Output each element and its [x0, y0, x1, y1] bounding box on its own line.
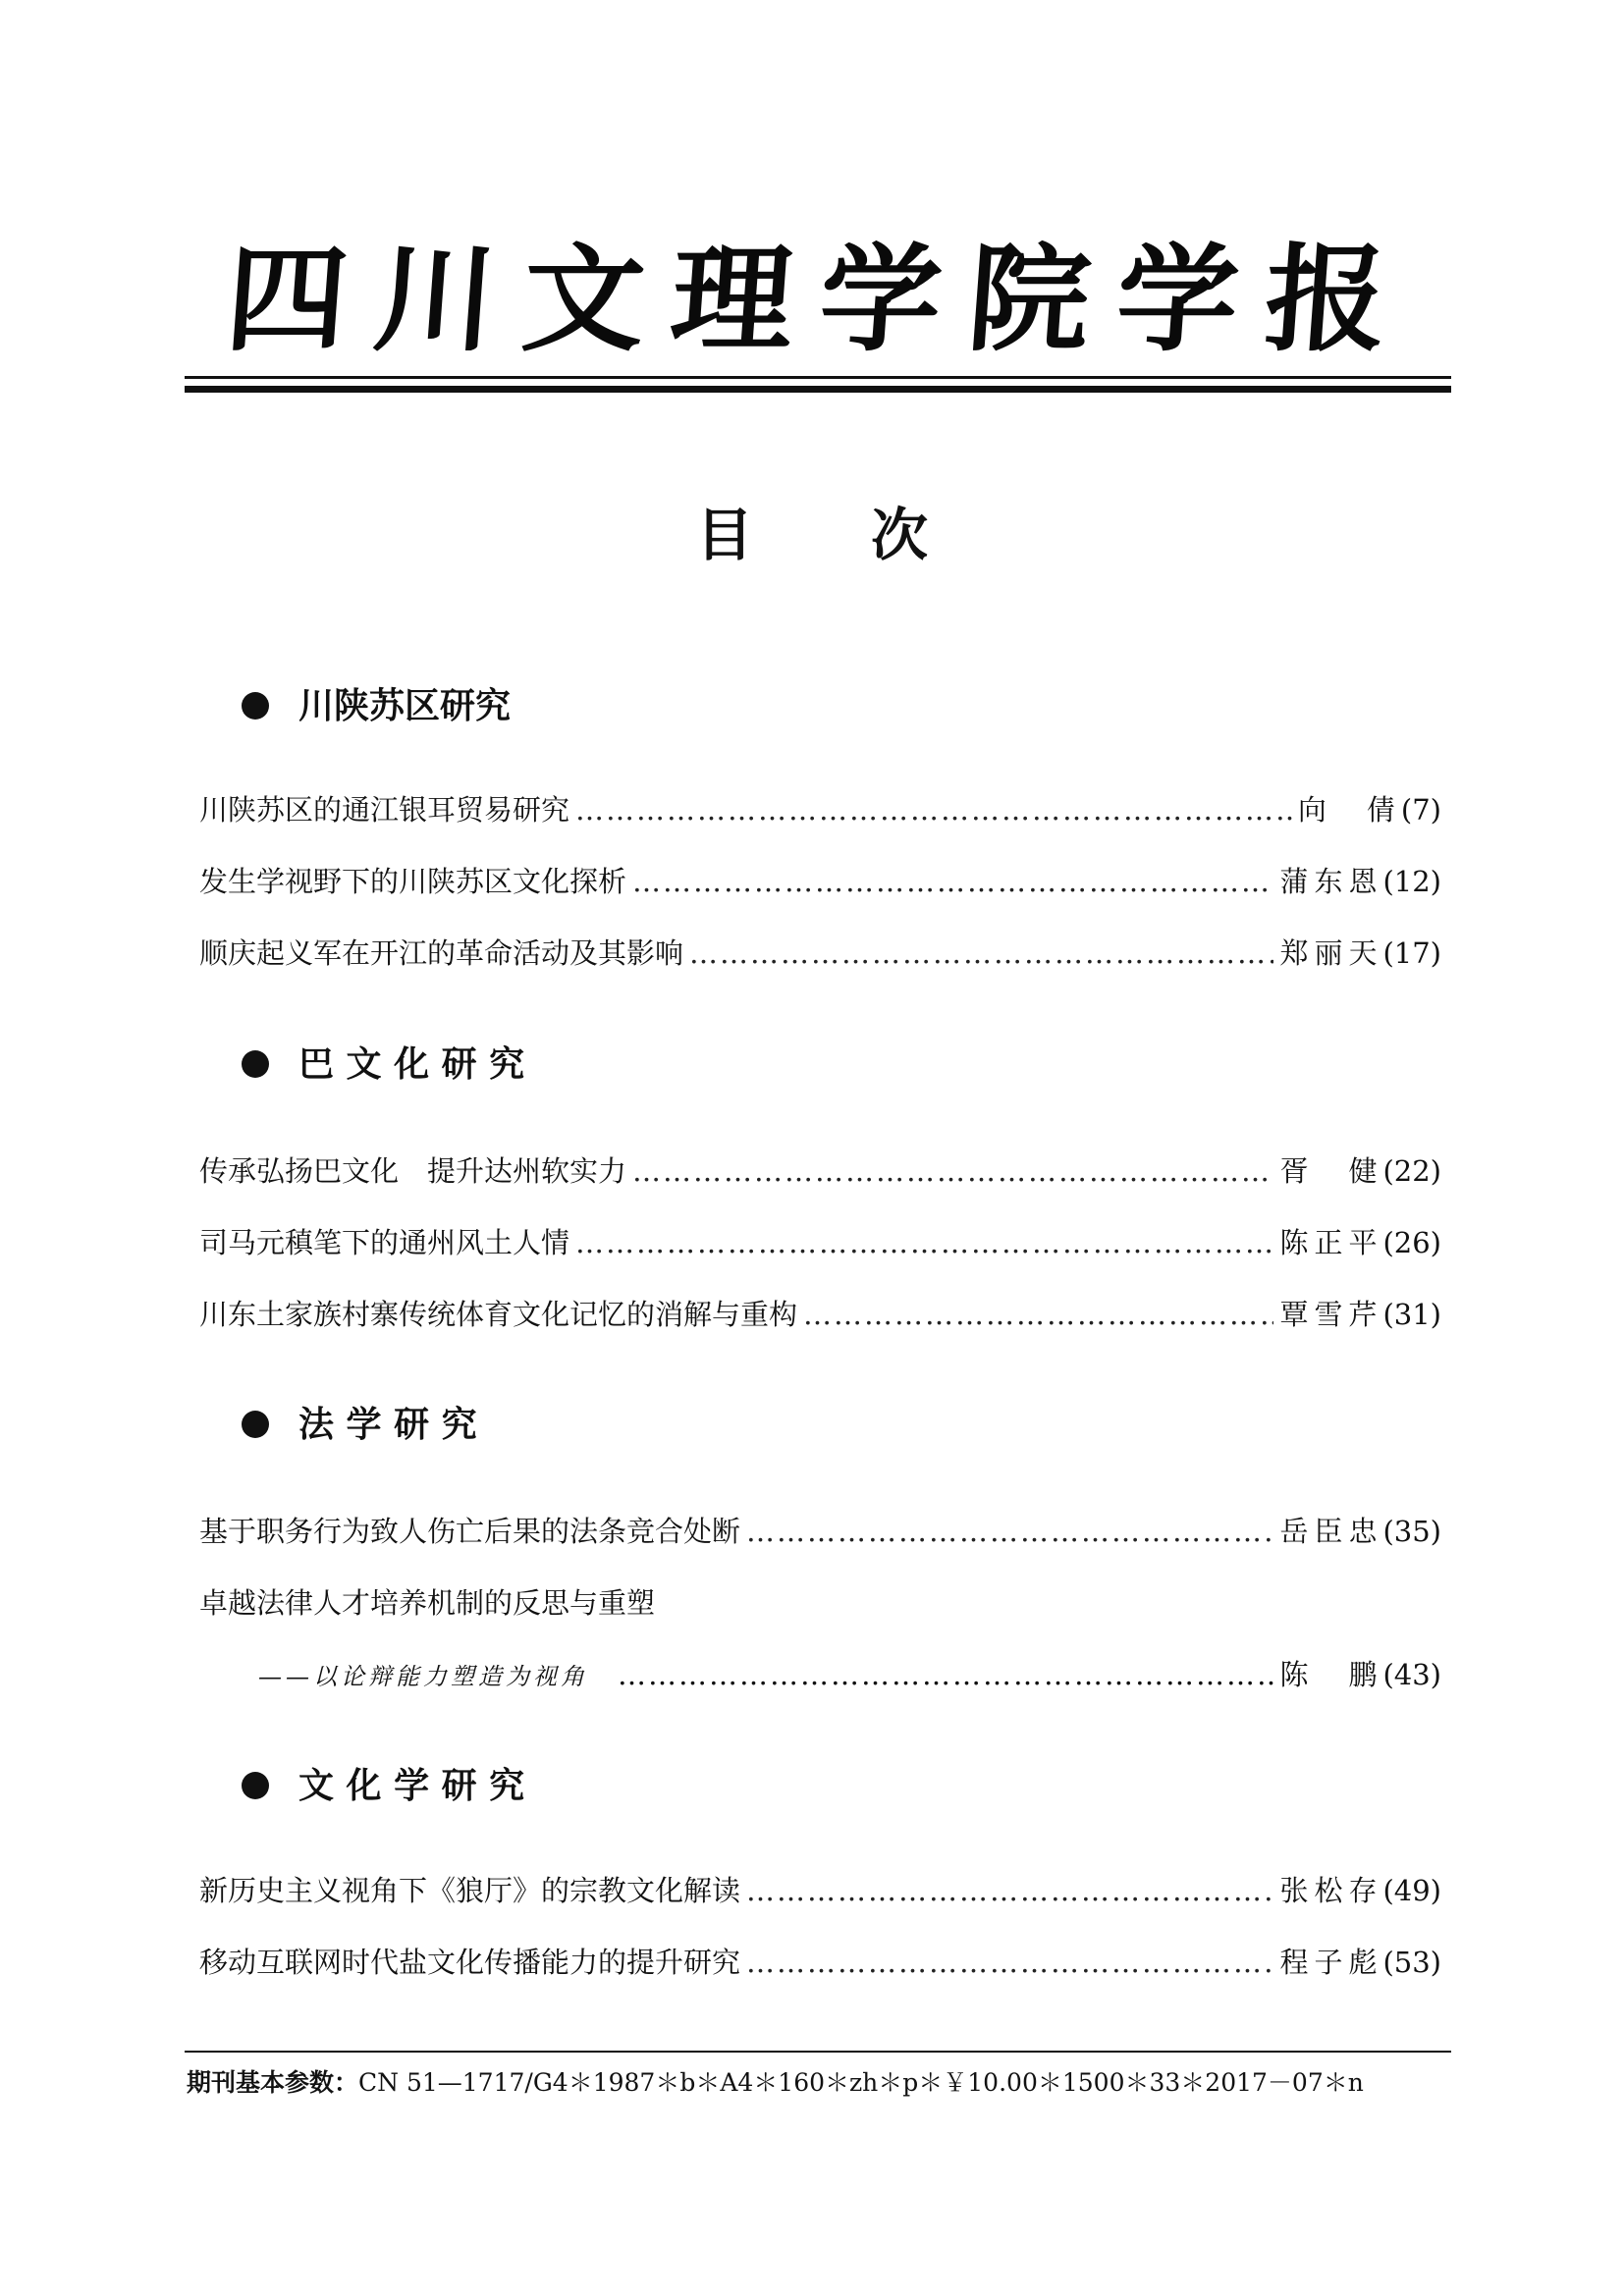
entry-title: 司马元稹笔下的通州风土人情: [199, 1226, 570, 1259]
toc-entry[interactable]: [199, 1871, 1441, 1910]
entry-author: 胥 健: [1279, 1154, 1383, 1188]
entry-page: (17): [1382, 936, 1441, 970]
journal-parameters: [187, 2065, 1364, 2101]
leader-dots: [746, 1512, 1273, 1551]
section-heading: [242, 1401, 477, 1448]
bullet-icon: [242, 1772, 269, 1799]
section-heading: [242, 1762, 524, 1809]
leader-dots: [632, 1151, 1273, 1191]
toc-entry[interactable]: [199, 934, 1441, 973]
entry-page: (12): [1382, 865, 1441, 898]
entry-title: 卓越法律人才培养机制的反思与重塑: [199, 1586, 656, 1620]
section-heading-label: 巴 文 化 研 究: [298, 1043, 525, 1085]
entry-page: (43): [1382, 1658, 1441, 1691]
section-heading: [242, 682, 511, 729]
entry-author: 陈正平: [1279, 1226, 1383, 1259]
journal-masthead: [187, 221, 1453, 378]
footer-rule: [185, 2051, 1451, 2053]
section-heading-label: 文 化 学 研 究: [298, 1765, 525, 1806]
entry-author: 覃雪芹: [1279, 1298, 1383, 1331]
parameters-value: CN 51—1717/G4＊1987＊b＊A4＊160＊zh＊p＊￥10.00＊1500＊33＊2017－07＊n: [358, 2068, 1364, 2097]
section-heading-label: 法 学 研 究: [298, 1404, 477, 1445]
toc-entry[interactable]: [199, 1223, 1441, 1262]
leader-dots: [746, 1871, 1273, 1910]
leader-dots: [618, 1655, 1273, 1694]
entry-title: 发生学视野下的川陕苏区文化探析: [199, 865, 627, 898]
leader-dots: [803, 1295, 1273, 1334]
masthead-rule-thick: [185, 386, 1451, 393]
bullet-icon: [242, 1050, 269, 1078]
entry-author: 向 倩: [1297, 793, 1401, 827]
leader-dots: [689, 934, 1273, 973]
bullet-icon: [242, 1411, 269, 1438]
masthead-rule-thin: [185, 376, 1451, 379]
journal-title: 四川文理学院学报: [221, 231, 1419, 367]
toc-entry[interactable]: [199, 1943, 1441, 1982]
toc-entry-subtitle-line[interactable]: [199, 1655, 1441, 1696]
entry-title: 移动互联网时代盐文化传播能力的提升研究: [199, 1946, 741, 1979]
leader-dots: [575, 790, 1292, 829]
parameters-label: 期刊基本参数：: [187, 2068, 359, 2097]
entry-title: 基于职务行为致人伤亡后果的法条竞合处断: [199, 1515, 741, 1548]
entry-title: 新历史主义视角下《狼厅》的宗教文化解读: [199, 1874, 741, 1907]
entry-subtitle: ——以论辩能力塑造为视角: [258, 1663, 588, 1690]
entry-page: (7): [1400, 793, 1441, 827]
toc-entry[interactable]: [199, 1512, 1441, 1551]
toc-entry[interactable]: [199, 790, 1441, 829]
leader-dots: [575, 1223, 1273, 1262]
entry-title: 川陕苏区的通江银耳贸易研究: [199, 793, 570, 827]
toc-entry[interactable]: [199, 862, 1441, 901]
entry-author: 张松存: [1279, 1874, 1383, 1907]
toc-heading: 目次: [695, 502, 1046, 568]
section-heading-label: 川陕苏区研究: [298, 685, 512, 726]
entry-page: (22): [1382, 1154, 1441, 1188]
entry-title: 川东土家族村寨传统体育文化记忆的消解与重构: [199, 1298, 798, 1331]
toc-entry[interactable]: [199, 1295, 1441, 1334]
entry-page: (53): [1382, 1946, 1441, 1979]
toc-entry-title-line[interactable]: [199, 1583, 1441, 1623]
toc-entry[interactable]: [199, 1151, 1441, 1191]
entry-author: 岳臣忠: [1279, 1515, 1383, 1548]
entry-author: 程子彪: [1279, 1946, 1383, 1979]
bullet-icon: [242, 692, 269, 720]
entry-page: (35): [1382, 1515, 1441, 1548]
leader-dots: [746, 1943, 1273, 1982]
entry-author: 陈 鹏: [1279, 1658, 1383, 1691]
leader-dots: [632, 862, 1273, 901]
entry-author: 蒲东恩: [1279, 865, 1383, 898]
entry-title: 传承弘扬巴文化 提升达州软实力: [199, 1154, 627, 1188]
entry-title: 顺庆起义军在开江的革命活动及其影响: [199, 936, 684, 970]
section-heading: [242, 1041, 524, 1088]
entry-page: (49): [1382, 1874, 1441, 1907]
entry-page: (26): [1382, 1226, 1441, 1259]
entry-page: (31): [1382, 1298, 1441, 1331]
entry-author: 郑丽天: [1279, 936, 1383, 970]
